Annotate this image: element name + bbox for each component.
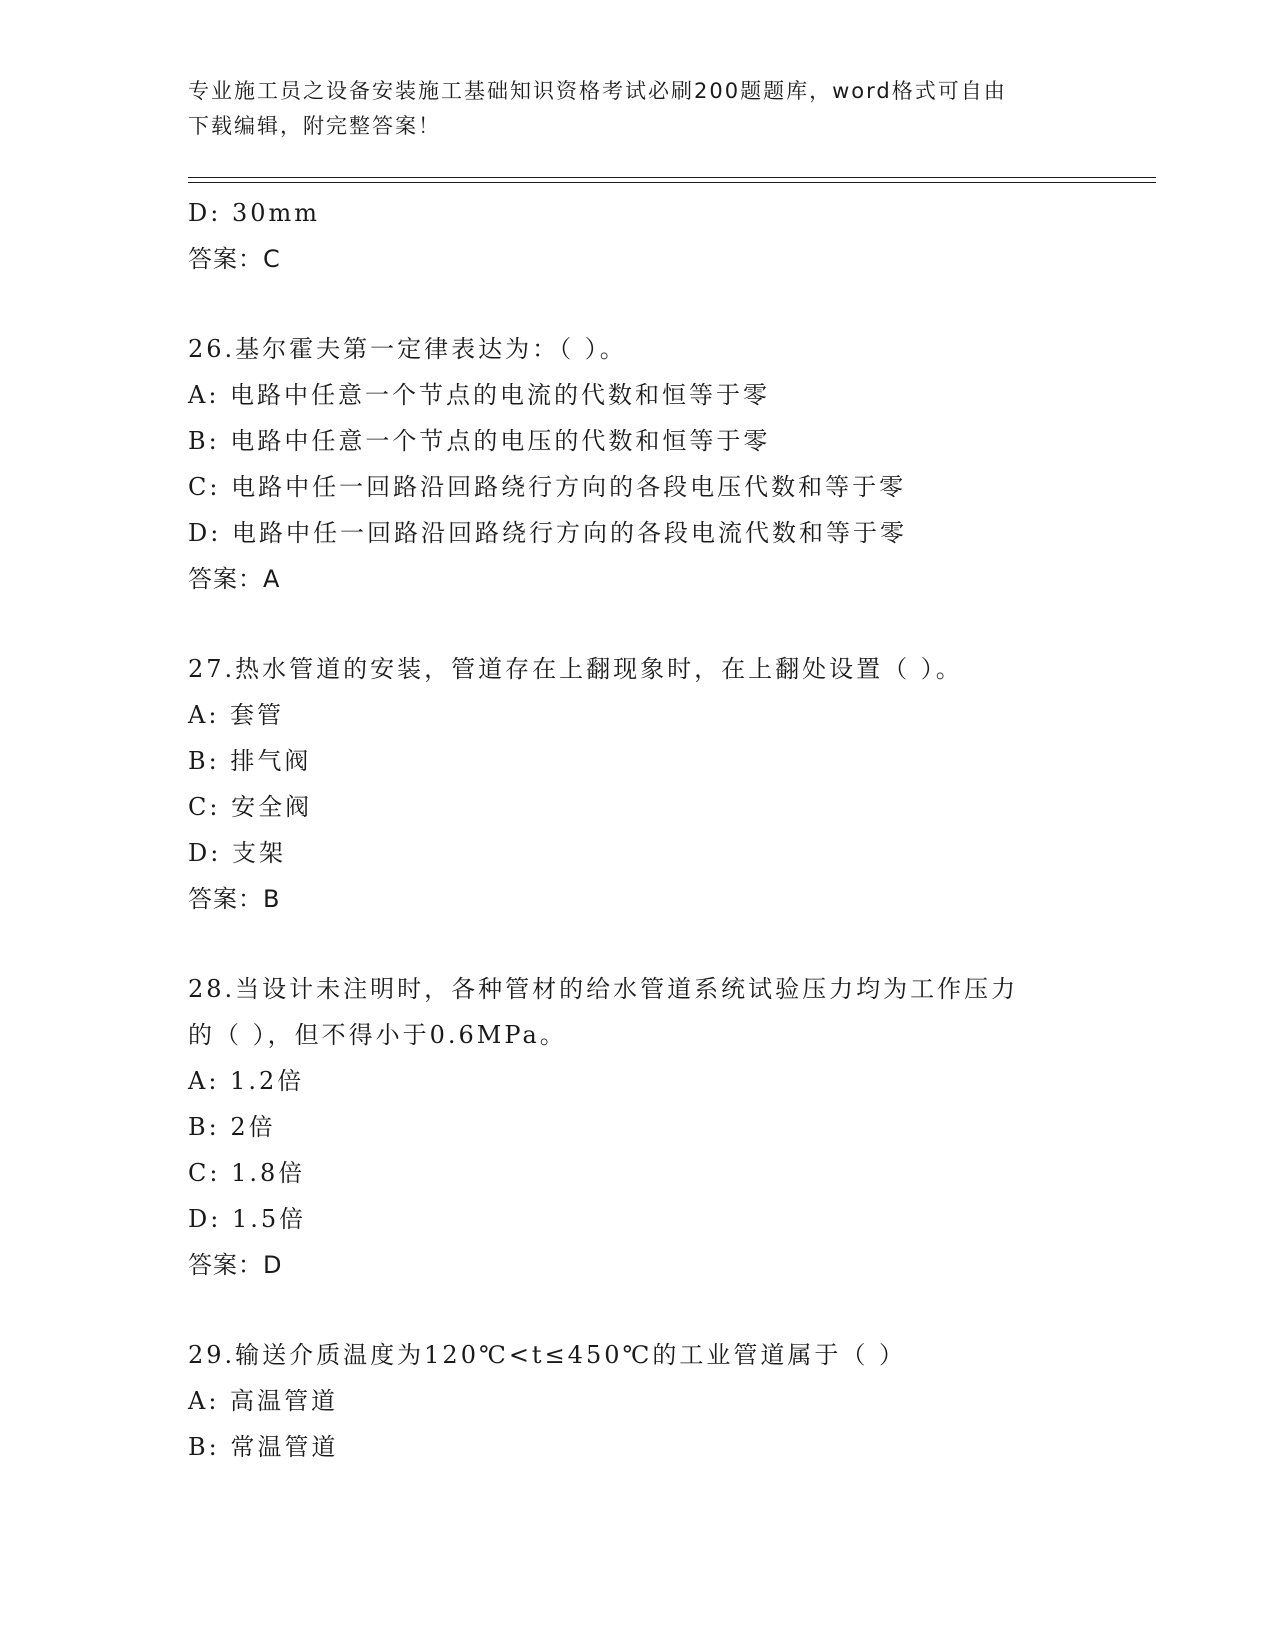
question-block — [188, 966, 1108, 1288]
question-stem: 26.基尔霍夫第一定律表达为：（ ）。 — [188, 335, 627, 363]
spacer — [188, 602, 1108, 646]
option-line: B: 排气阀 — [188, 747, 312, 775]
option-line: D: 电路中任一回路沿回路绕行方向的各段电流代数和等于零 — [188, 519, 907, 547]
question-stem: 27.热水管道的安装，管道存在上翻现象时，在上翻处设置（ ）。 — [188, 655, 963, 683]
option-line: A: 高温管道 — [188, 1387, 339, 1415]
question-block — [188, 1332, 1108, 1470]
option-line: D: 30mm — [188, 199, 321, 227]
option-line: A: 1.2倍 — [188, 1067, 305, 1095]
answer-line: 答案：B — [188, 885, 281, 913]
spacer — [188, 282, 1108, 326]
question-list — [188, 190, 1108, 1470]
option-line: A: 套管 — [188, 701, 285, 729]
option-line: A: 电路中任意一个节点的电流的代数和恒等于零 — [188, 381, 771, 409]
question-block — [188, 646, 1108, 922]
question-stem: 28.当设计未注明时，各种管材的给水管道系统试验压力均为工作压力 — [188, 975, 1019, 1003]
option-line: B: 电路中任意一个节点的电压的代数和恒等于零 — [188, 427, 771, 455]
option-line: D: 1.5倍 — [188, 1205, 307, 1233]
option-line: B: 2倍 — [188, 1113, 276, 1141]
option-line: B: 常温管道 — [188, 1433, 339, 1461]
answer-line: 答案：A — [188, 565, 281, 593]
header-divider-top — [188, 177, 1156, 178]
spacer — [188, 1288, 1108, 1332]
question-block — [188, 326, 1108, 602]
spacer — [188, 922, 1108, 966]
option-line: C: 安全阀 — [188, 793, 313, 821]
header-divider-bottom — [188, 182, 1156, 183]
question-block — [188, 190, 1108, 282]
question-stem-continued: 的（ ），但不得小于0.6MPa。 — [188, 1021, 567, 1049]
header-line-2: 下载编辑，附完整答案！ — [188, 114, 441, 138]
answer-line: 答案：D — [188, 1251, 283, 1279]
question-stem: 29.输送介质温度为120℃<t≤450℃的工业管道属于（ ） — [188, 1341, 906, 1369]
option-line: D: 支架 — [188, 839, 286, 867]
option-line: C: 电路中任一回路沿回路绕行方向的各段电压代数和等于零 — [188, 473, 907, 501]
header-line-1: 专业施工员之设备安装施工基础知识资格考试必刷200题题库，word格式可自由 — [188, 79, 1007, 103]
document-header — [188, 74, 1068, 144]
answer-line: 答案：C — [188, 245, 281, 273]
option-line: C: 1.8倍 — [188, 1159, 306, 1187]
